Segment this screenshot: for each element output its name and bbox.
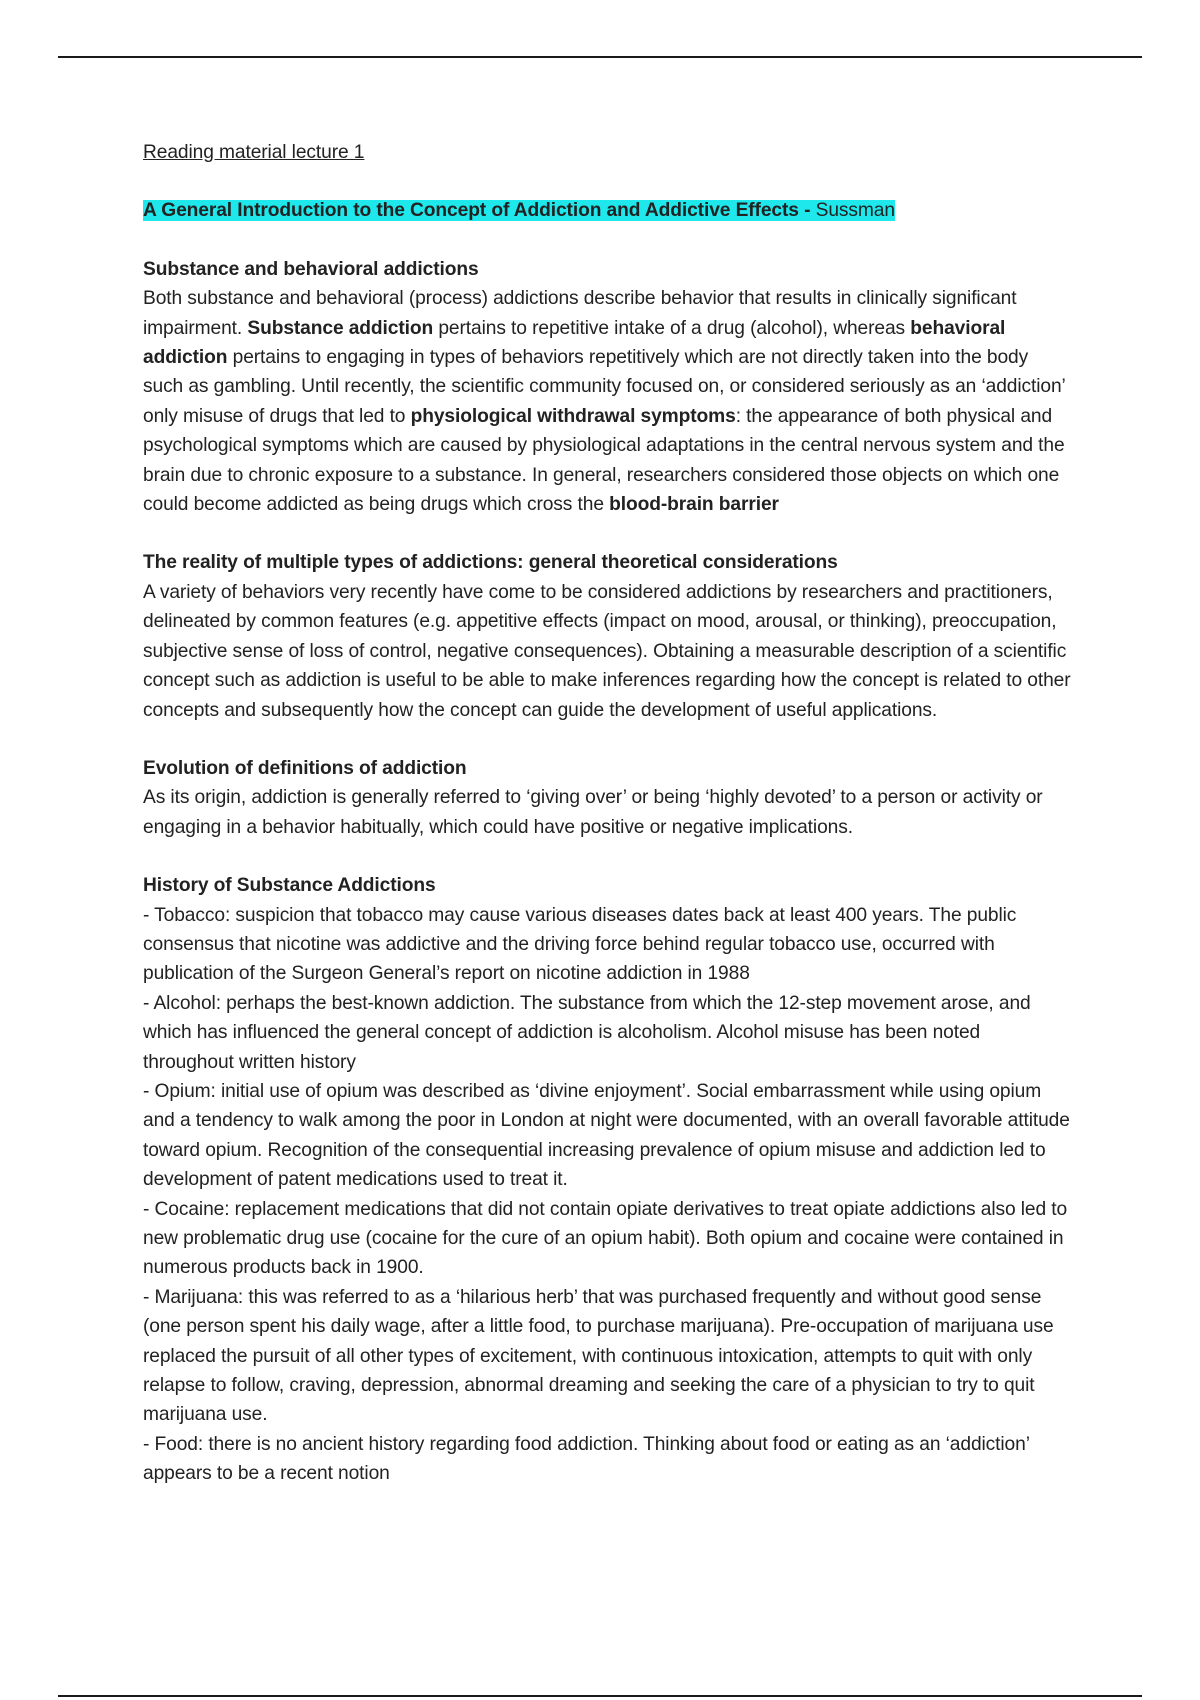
history-item-tobacco: - Tobacco: suspicion that tobacco may cause various diseases dates back at least 400 years. The public consensus that nicotine was addictive and the driving force behind regular tobacco use, occurred with publication of the Surgeon General’s report on nicotine addiction in 1988 <box>143 904 1017 985</box>
section-heading-multiple: The reality of multiple types of addictions: general theoretical considerations <box>143 552 838 574</box>
lecture-label: Reading material lecture 1 <box>143 142 365 163</box>
section-heading-evolution: Evolution of definitions of addiction <box>143 757 467 779</box>
title-text: A General Introduction to the Concept of Addiction and Addictive Effects - <box>143 200 811 222</box>
title-author: Sussman <box>815 200 895 222</box>
section-heading-history: History of Substance Addictions <box>143 875 436 897</box>
section-body-multiple: A variety of behaviors very recently have come to be considered addictions by researchers and practitioners, delineated by common features (e.g. appetitive effects (impact on mood, arousal, or thinking), preoccupation, subjective sense of loss of control, negative consequences). Obtaining a measurable description of a scientific concept such as addiction is useful to be able to make inferences regarding how the concept is related to other concepts and subsequently how the concept can guide the development of useful applications. <box>143 581 1071 721</box>
history-item-marijuana: - Marijuana: this was referred to as a ‘hilarious herb’ that was purchased frequently and without good sense (one person spent his daily wage, after a little food, to purchase marijuana). Pre-occupation of marijuana use replaced the pursuit of all other types of excitement, with continuous intoxication, attempts to quit with only relapse to follow, craving, depression, abnormal dreaming and seeking the care of a physician to try to quit marijuana use. <box>143 1286 1054 1426</box>
document-body <box>143 138 1073 1489</box>
history-item-alcohol: - Alcohol: perhaps the best-known addiction. The substance from which the 12-step movement arose, and which has influenced the general concept of addiction is alcoholism. Alcohol misuse has been noted throughout written history <box>143 992 1031 1073</box>
history-item-cocaine: - Cocaine: replacement medications that did not contain opiate derivatives to treat opiate addictions also led to new problematic drug use (cocaine for the cure of an opium habit). Both opium and cocaine were contained in numerous products back in 1900. <box>143 1198 1068 1279</box>
bottom-rule <box>58 1695 1142 1697</box>
history-item-opium: - Opium: initial use of opium was described as ‘divine enjoyment’. Social embarrassment while using opium and a tendency to walk among the poor in London at night were documented, with an overall favorable attitude toward opium. Recognition of the consequential increasing prevalence of opium misuse and addiction led to development of patent medications used to treat it. <box>143 1080 1070 1191</box>
top-rule <box>58 56 1142 58</box>
section-body-evolution: As its origin, addiction is generally referred to ‘giving over’ or being ‘highly devoted’ to a person or activity or engaging in a behavior habitually, which could have positive or negative implications. <box>143 787 1043 838</box>
section-body-substance: Both substance and behavioral (process) addictions describe behavior that results in clinically significant impairment. Substance addiction pertains to repetitive intake of a drug (alcohol), whereas behavioral addiction pertains to engaging in types of behaviors repetitively which are not directly taken into the body such as gambling. Until recently, the scientific community focused on, or considered seriously as an ‘addiction’ only misuse of drugs that led to physiological withdrawal symptoms: the appearance of both physical and psychological symptoms which are caused by physiological adaptations in the central nervous system and the brain due to chronic exposure to a substance. In general, researchers considered those objects on which one could become addicted as being drugs which cross the blood-brain barrier <box>143 288 1065 516</box>
history-item-food: - Food: there is no ancient history regarding food addiction. Thinking about food or eating as an ‘addiction’ appears to be a recent notion <box>143 1433 1030 1485</box>
section-heading-substance: Substance and behavioral addictions <box>143 258 479 280</box>
document-title <box>143 196 1073 225</box>
